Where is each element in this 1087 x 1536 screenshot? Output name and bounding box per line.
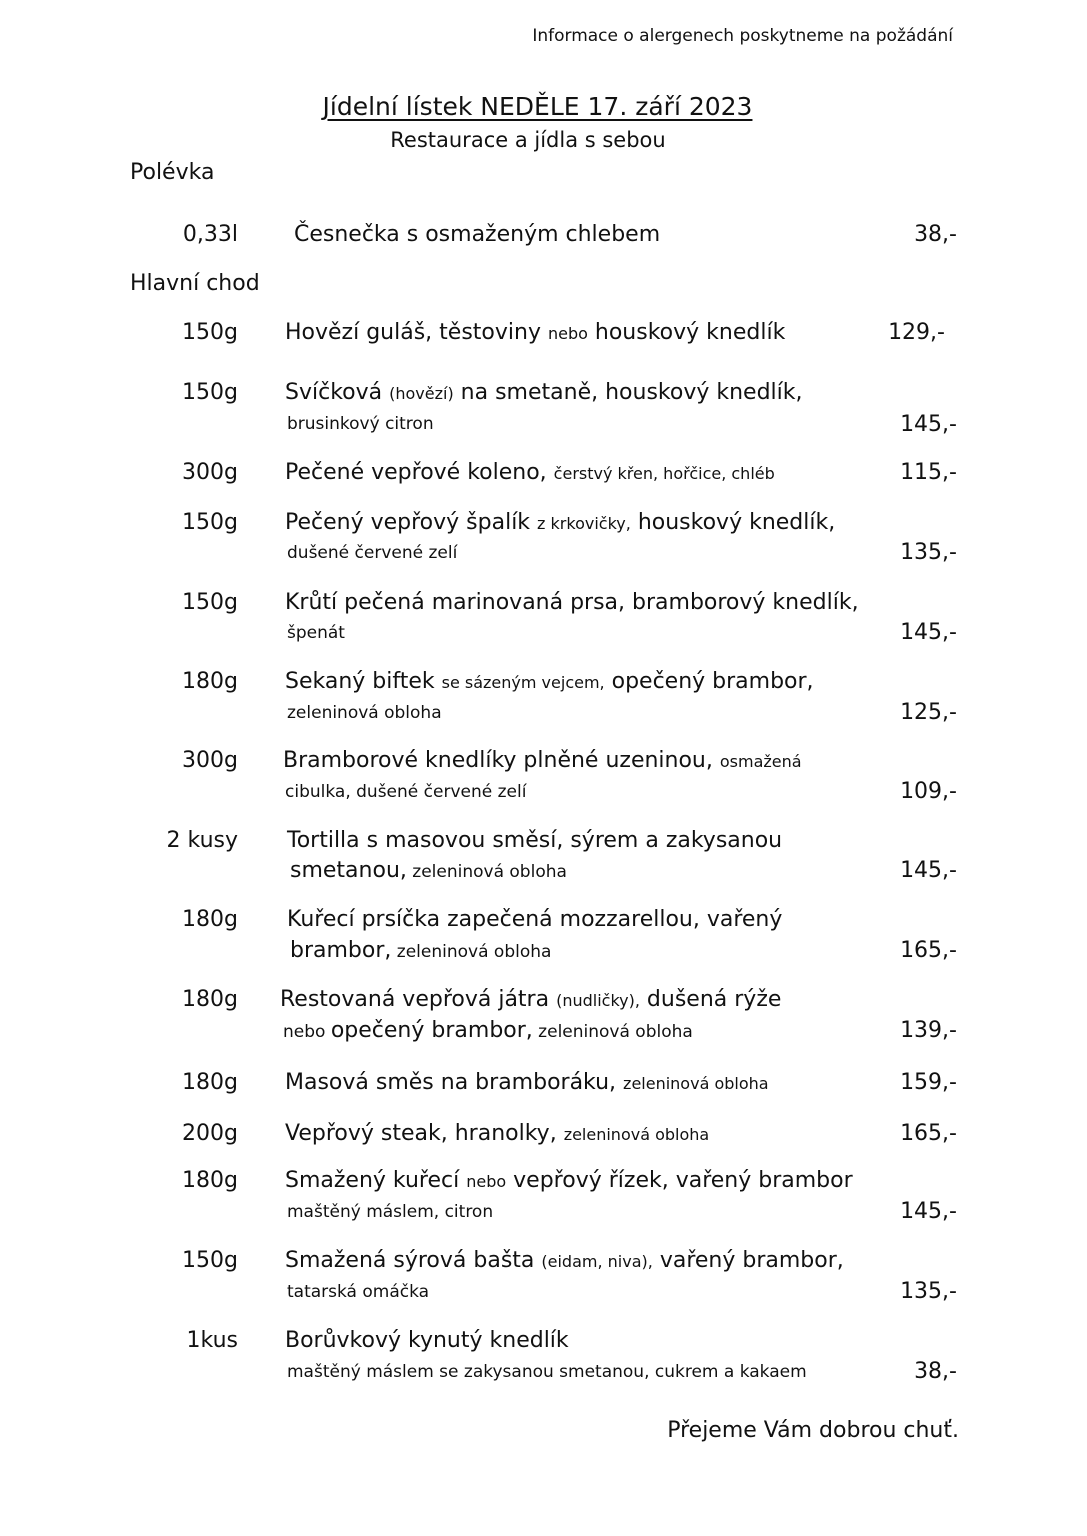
item-qty: 200g xyxy=(182,1121,238,1146)
item-description: zeleninová obloha xyxy=(287,703,442,723)
item-qty: 300g xyxy=(182,460,238,485)
menu-title: Jídelní lístek NEDĚLE 17. září 2023 xyxy=(322,92,753,121)
item-price: 129,- xyxy=(888,320,945,345)
item-price: 139,- xyxy=(900,1018,957,1043)
item-qty: 150g xyxy=(182,380,238,405)
item-description: maštěný máslem se zakysanou smetanou, cukrem a kakaem xyxy=(287,1362,807,1382)
item-name: Svíčková (hovězí) na smetaně, houskový knedlík, xyxy=(285,380,803,405)
item-qty: 150g xyxy=(182,590,238,615)
item-price: 145,- xyxy=(900,858,957,883)
item-qty: 150g xyxy=(182,1248,238,1273)
item-price: 109,- xyxy=(900,779,957,804)
item-name: Sekaný biftek se sázeným vejcem, opečený brambor, xyxy=(285,669,814,694)
allergen-note: Informace o alergenech poskytneme na požádání xyxy=(532,26,953,46)
item-name: Kuřecí prsíčka zapečená mozzarellou, vařený xyxy=(287,907,783,932)
item-description: maštěný máslem, citron xyxy=(287,1202,494,1222)
item-name: Krůtí pečená marinovaná prsa, bramborový knedlík, xyxy=(285,590,859,615)
item-name: Borůvkový kynutý knedlík xyxy=(285,1328,569,1353)
item-qty: 1kus xyxy=(186,1328,238,1353)
item-name: Smažený kuřecí nebo vepřový řízek, vařený brambor xyxy=(285,1168,853,1193)
soup-qty: 0,33l xyxy=(182,222,238,247)
item-name: Pečený vepřový špalík z krkovičky, houskový knedlík, xyxy=(285,510,836,535)
item-name: Pečené vepřové koleno, čerstvý křen, hořčice, chléb xyxy=(285,460,775,485)
section-main: Hlavní chod xyxy=(130,271,260,296)
item-description: špenát xyxy=(287,623,345,643)
item-price: 115,- xyxy=(900,460,957,485)
item-description: brambor, zeleninová obloha xyxy=(290,938,552,963)
item-qty: 150g xyxy=(182,510,238,535)
item-price: 135,- xyxy=(900,1279,957,1304)
item-description: tatarská omáčka xyxy=(287,1282,430,1302)
item-qty: 180g xyxy=(182,1070,238,1095)
soup-price: 38,- xyxy=(914,222,957,247)
section-soup: Polévka xyxy=(130,160,215,185)
item-qty: 180g xyxy=(182,987,238,1012)
item-name: Tortilla s masovou směsí, sýrem a zakysanou xyxy=(287,828,783,853)
item-name: Vepřový steak, hranolky, zeleninová obloha xyxy=(285,1121,710,1146)
item-name: Bramborové knedlíky plněné uzeninou, osmažená xyxy=(283,748,802,773)
item-qty: 180g xyxy=(182,669,238,694)
item-price: 159,- xyxy=(900,1070,957,1095)
item-description: cibulka, dušené červené zelí xyxy=(285,782,527,802)
item-price: 145,- xyxy=(900,1199,957,1224)
menu-subtitle: Restaurace a jídla s sebou xyxy=(390,128,666,152)
item-description: smetanou, zeleninová obloha xyxy=(290,858,567,883)
item-qty: 300g xyxy=(182,748,238,773)
item-price: 165,- xyxy=(900,1121,957,1146)
item-name: Hovězí guláš, těstoviny nebo houskový knedlík xyxy=(285,320,786,345)
item-price: 125,- xyxy=(900,700,957,725)
item-description: dušené červené zelí xyxy=(287,543,458,563)
item-price: 165,- xyxy=(900,938,957,963)
soup-name: Česnečka s osmaženým chlebem xyxy=(294,222,661,247)
item-description: brusinkový citron xyxy=(287,414,434,434)
item-qty: 180g xyxy=(182,1168,238,1193)
item-name: Smažená sýrová bašta (eidam, niva), vařený brambor, xyxy=(285,1248,844,1273)
item-price: 145,- xyxy=(900,412,957,437)
item-price: 38,- xyxy=(914,1359,957,1384)
closing-message: Přejeme Vám dobrou chuť. xyxy=(667,1418,959,1443)
item-description: nebo opečený brambor, zeleninová obloha xyxy=(283,1018,693,1043)
item-qty: 180g xyxy=(182,907,238,932)
item-price: 135,- xyxy=(900,540,957,565)
item-qty: 150g xyxy=(182,320,238,345)
item-name: Masová směs na bramboráku, zeleninová obloha xyxy=(285,1070,769,1095)
item-name: Restovaná vepřová játra (nudličky), dušená rýže xyxy=(280,987,782,1012)
item-price: 145,- xyxy=(900,620,957,645)
item-qty: 2 kusy xyxy=(166,828,238,853)
